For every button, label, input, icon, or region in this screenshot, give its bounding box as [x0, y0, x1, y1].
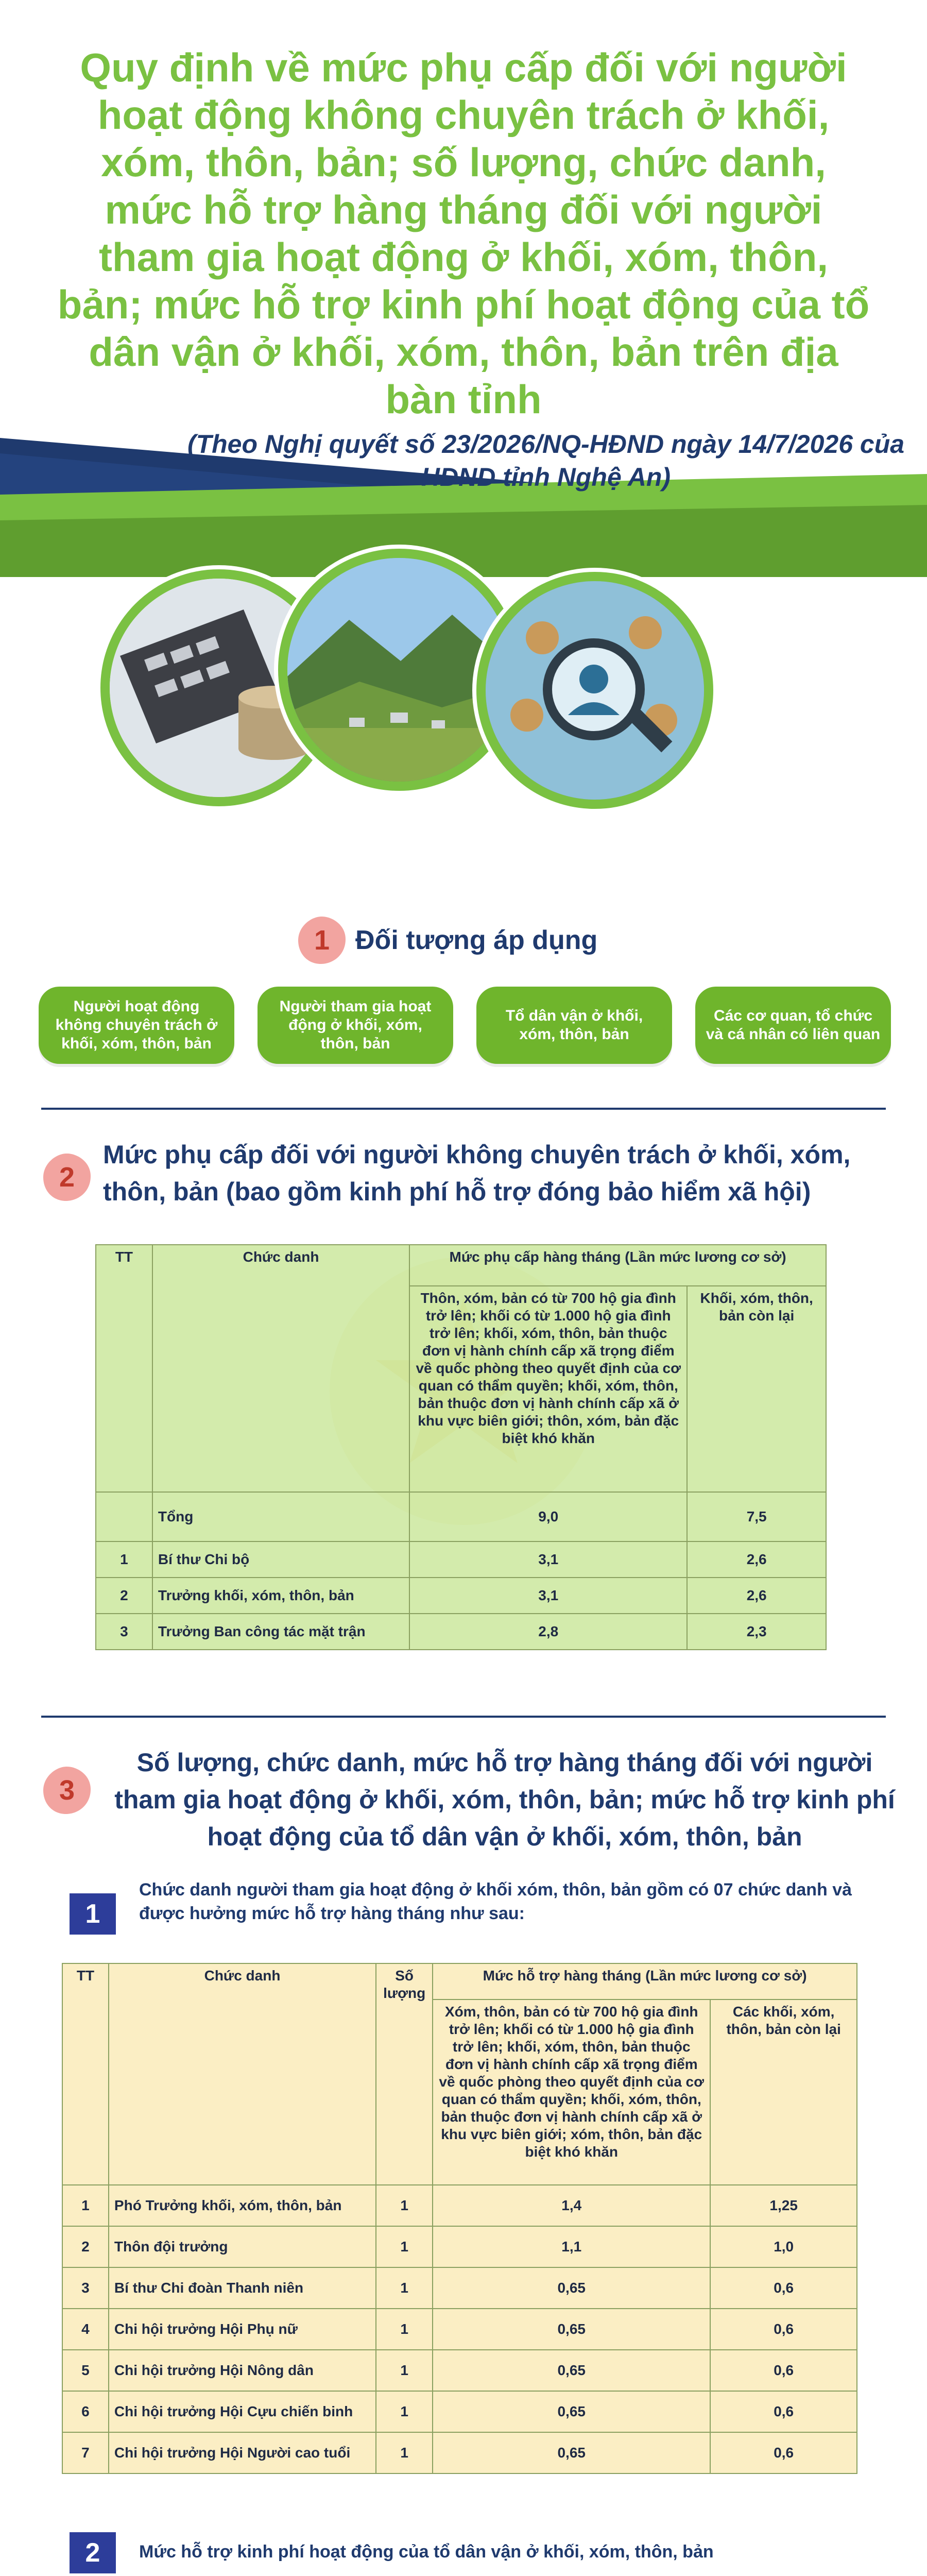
section-1-number: 1 [314, 925, 330, 956]
cell-value-b: 0,6 [710, 2309, 857, 2350]
cell-value-b: 2,6 [687, 1541, 826, 1578]
cell-value-a: 1,1 [433, 2226, 710, 2267]
col-level-a: Xóm, thôn, bản có từ 700 hộ gia đình trở lên; khối có từ 1.000 hộ gia đình trở lên; khối, xóm, thôn, bản thuộc đơn vị hành chính cấp xã trọng điểm về quốc phòng theo quyết định của cơ quan có thẩm quyền; khối, xóm, thôn, bản thuộc đơn vị hành chính cấp xã ở khu vực biên giới; xóm, thôn, bản đặc biệt khó khăn [433, 1999, 710, 2185]
subsection-2-tag: 2 [70, 2532, 116, 2573]
cell-tt: 7 [62, 2432, 109, 2473]
cell-title: Trưởng Ban công tác mặt trận [152, 1614, 409, 1650]
allowance-table [95, 1244, 827, 1650]
table-header-row [96, 1245, 826, 1286]
table-row [96, 1492, 826, 1541]
magnifier-people-image [476, 572, 713, 809]
col-level: Mức hỗ trợ hàng tháng (Lần mức lương cơ sở) [433, 1963, 857, 1999]
cell-qty: 1 [376, 2185, 433, 2226]
subsection-1-text: Chức danh người tham gia hoạt động ở khối xóm, thôn, bản gồm có 07 chức danh và được hưởng mức hỗ trợ hàng tháng như sau: [139, 1880, 852, 1923]
cell-title: Phó Trưởng khối, xóm, thôn, bản [109, 2185, 376, 2226]
cell-value-a: 0,65 [433, 2309, 710, 2350]
cell-value-a: 0,65 [433, 2432, 710, 2473]
subsection-1-tag: 1 [70, 1893, 116, 1935]
section-3-badge [41, 1765, 93, 1816]
col-tt: TT [62, 1963, 109, 2185]
cell-title: Tổng [152, 1492, 409, 1541]
section-2-badge [41, 1151, 93, 1203]
cell-tt: 2 [96, 1578, 152, 1614]
cell-tt: 6 [62, 2391, 109, 2432]
cell-value-b: 0,6 [710, 2267, 857, 2309]
cell-tt: 4 [62, 2309, 109, 2350]
col-level-b: Các khối, xóm, thôn, bản còn lại [710, 1999, 857, 2185]
cell-tt: 2 [62, 2226, 109, 2267]
col-level: Mức phụ cấp hàng tháng (Lần mức lương cơ sở) [409, 1245, 826, 1286]
cell-value-b: 7,5 [687, 1492, 826, 1541]
cell-value-a: 0,65 [433, 2391, 710, 2432]
cell-value-a: 9,0 [409, 1492, 687, 1541]
cell-tt: 3 [96, 1614, 152, 1650]
section-2-title: Mức phụ cấp đối với người không chuyên trách ở khối, xóm, thôn, bản (bao gồm kinh phí hỗ trợ đóng bảo hiểm xã hội) [103, 1140, 851, 1206]
cell-qty: 1 [376, 2391, 433, 2432]
col-level-a: Thôn, xóm, bản có từ 700 hộ gia đình trở lên; khối có từ 1.000 hộ gia đình trở lên; khối, xóm, thôn, bản thuộc đơn vị hành chính cấp xã trọng điểm về quốc phòng theo quyết định của cơ quan có thẩm quyền; khối, xóm, thôn, bản thuộc đơn vị hành chính cấp xã ở khu vực biên giới; thôn, xóm, bản đặc biệt khó khăn [409, 1286, 687, 1492]
cell-value-a: 1,4 [433, 2185, 710, 2226]
audience-pill-1: Người hoạt động không chuyên trách ở khối, xóm, thôn, bản [39, 987, 234, 1064]
col-level-b: Khối, xóm, thôn, bản còn lại [687, 1286, 826, 1492]
audience-pill-2: Người tham gia hoạt động ở khối, xóm, thôn, bản [258, 987, 453, 1064]
table-row [62, 2309, 857, 2350]
table-row [62, 2267, 857, 2309]
cell-tt: 1 [62, 2185, 109, 2226]
section-1-title: Đối tượng áp dụng [355, 925, 598, 955]
cell-value-b: 2,3 [687, 1614, 826, 1650]
cell-title: Thôn đội trưởng [109, 2226, 376, 2267]
cell-tt: 3 [62, 2267, 109, 2309]
section-3-number: 3 [59, 1775, 75, 1806]
cell-tt [96, 1492, 152, 1541]
table-row [62, 2432, 857, 2473]
audience-pill-3: Tổ dân vận ở khối, xóm, thôn, bản [476, 987, 672, 1064]
table-row [62, 2185, 857, 2226]
table-row [96, 1578, 826, 1614]
table-row [96, 1614, 826, 1650]
cell-title: Bí thư Chi đoàn Thanh niên [109, 2267, 376, 2309]
section-2-number: 2 [59, 1162, 75, 1193]
cell-qty: 1 [376, 2350, 433, 2391]
cell-value-b: 2,6 [687, 1578, 826, 1614]
table-row [62, 2350, 857, 2391]
cell-value-a: 2,8 [409, 1614, 687, 1650]
cell-title: Trưởng khối, xóm, thôn, bản [152, 1578, 409, 1614]
cell-value-b: 0,6 [710, 2350, 857, 2391]
table-row [62, 2226, 857, 2267]
subsection-2-text: Mức hỗ trợ kinh phí hoạt động của tổ dân vận ở khối, xóm, thôn, bản [139, 2542, 714, 2562]
cell-value-a: 3,1 [409, 1578, 687, 1614]
col-tt: TT [96, 1245, 152, 1492]
cell-qty: 1 [376, 2226, 433, 2267]
page-title: Quy định về mức phụ cấp đối với người hoạt động không chuyên trách ở khối, xóm, thôn, bản; số lượng, chức danh, mức hỗ trợ hàng tháng đối với người tham gia hoạt động ở khối, xóm, thôn, bản; mức hỗ trợ kinh phí hoạt động của tổ dân vận ở khối, xóm, thôn, bản trên địa bàn tỉnh [57, 45, 870, 422]
divider-1 [41, 1108, 886, 1110]
cell-qty: 1 [376, 2432, 433, 2473]
section-3-title: Số lượng, chức danh, mức hỗ trợ hàng tháng đối với người tham gia hoạt động ở khối, xóm, thôn, bản; mức hỗ trợ kinh phí hoạt động của tổ dân vận ở khối, xóm, thôn, bản [114, 1748, 895, 1851]
divider-2 [41, 1716, 886, 1718]
cell-value-a: 0,65 [433, 2267, 710, 2309]
support-table [62, 1963, 857, 2474]
cell-value-b: 1,25 [710, 2185, 857, 2226]
cell-qty: 1 [376, 2267, 433, 2309]
col-title: Chức danh [152, 1245, 409, 1492]
cell-title: Chi hội trưởng Hội Nông dân [109, 2350, 376, 2391]
table-row [62, 2391, 857, 2432]
cell-qty: 1 [376, 2309, 433, 2350]
section-1-badge [296, 914, 348, 966]
cell-value-b: 0,6 [710, 2391, 857, 2432]
cell-value-b: 0,6 [710, 2432, 857, 2473]
cell-title: Bí thư Chi bộ [152, 1541, 409, 1578]
cell-value-a: 3,1 [409, 1541, 687, 1578]
cell-value-a: 0,65 [433, 2350, 710, 2391]
cell-title: Chi hội trưởng Hội Cựu chiến binh [109, 2391, 376, 2432]
cell-tt: 5 [62, 2350, 109, 2391]
cell-title: Chi hội trưởng Hội Người cao tuổi [109, 2432, 376, 2473]
header [0, 0, 927, 577]
col-title: Chức danh [109, 1963, 376, 2185]
audience-pill-4: Các cơ quan, tổ chức và cá nhân có liên quan [695, 987, 891, 1064]
page-subtitle: (Theo Nghị quyết số 23/2026/NQ-HĐND ngày 14/7/2026 của HĐND tỉnh Nghệ An) [187, 430, 905, 492]
cell-value-b: 1,0 [710, 2226, 857, 2267]
table-row [96, 1541, 826, 1578]
col-qty: Số lượng [376, 1963, 433, 2185]
cell-title: Chi hội trưởng Hội Phụ nữ [109, 2309, 376, 2350]
cell-tt: 1 [96, 1541, 152, 1578]
table-header-row [62, 1963, 857, 1999]
